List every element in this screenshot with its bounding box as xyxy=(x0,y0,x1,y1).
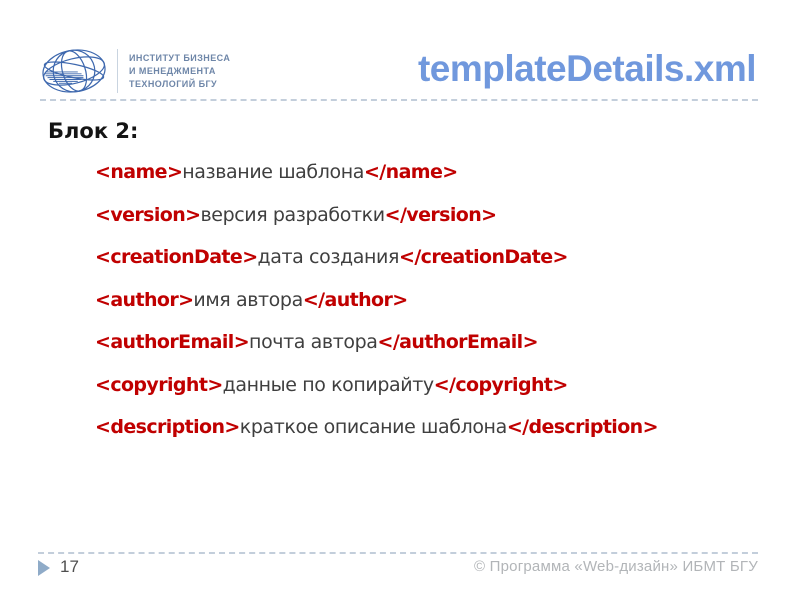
xml-line-authoremail xyxy=(95,332,658,353)
close-tag: </description> xyxy=(506,416,658,438)
open-tag: <creationDate> xyxy=(95,246,258,268)
globe-wireframe-icon xyxy=(40,46,108,96)
open-tag: <author> xyxy=(95,288,194,311)
footer-copyright: © Программа «Web-дизайн» ИБМТ БГУ xyxy=(474,558,758,575)
institute-name xyxy=(129,52,230,91)
xml-line-description xyxy=(95,417,658,438)
xml-line-name xyxy=(95,162,658,183)
header-dashed-rule xyxy=(40,99,758,101)
xml-line-copyright xyxy=(95,375,658,396)
tag-value: краткое описание шаблона xyxy=(239,416,507,438)
open-tag: <description> xyxy=(95,416,240,438)
xml-line-author xyxy=(95,290,658,311)
close-tag: </creationDate> xyxy=(399,246,568,268)
logo-divider xyxy=(117,49,118,93)
close-tag: </authorEmail> xyxy=(377,331,538,353)
close-tag: </copyright> xyxy=(433,373,568,396)
slide-title: templateDetails.xml xyxy=(417,48,756,89)
close-tag: </author> xyxy=(302,288,408,311)
institute-logo xyxy=(40,46,230,96)
page-number: 17 xyxy=(60,557,79,576)
institute-name-line: И МЕНЕДЖМЕНТА xyxy=(129,65,216,76)
tag-value: почта автора xyxy=(249,331,378,353)
tag-value: дата создания xyxy=(257,246,400,268)
institute-name-line: ИНСТИТУТ БИЗНЕСА xyxy=(129,52,231,63)
close-tag: </version> xyxy=(384,203,497,226)
tag-value: имя автора xyxy=(193,288,303,311)
close-tag: </name> xyxy=(363,161,458,183)
xml-line-version xyxy=(95,205,658,226)
open-tag: <version> xyxy=(95,203,201,226)
right-triangle-icon xyxy=(38,560,50,576)
tag-value: название шаблона xyxy=(182,161,364,183)
open-tag: <copyright> xyxy=(95,373,223,396)
tag-value: данные по копирайту xyxy=(222,373,434,396)
tag-value: версия разработки xyxy=(200,203,385,226)
open-tag: <authorEmail> xyxy=(95,331,250,353)
open-tag: <name> xyxy=(95,161,183,183)
institute-name-line: ТЕХНОЛОГИЙ БГУ xyxy=(129,78,218,89)
xml-tag-list xyxy=(95,162,658,460)
footer-dashed-rule xyxy=(38,552,758,554)
xml-line-creationdate xyxy=(95,247,658,268)
block-heading: Блок 2: xyxy=(48,119,139,143)
